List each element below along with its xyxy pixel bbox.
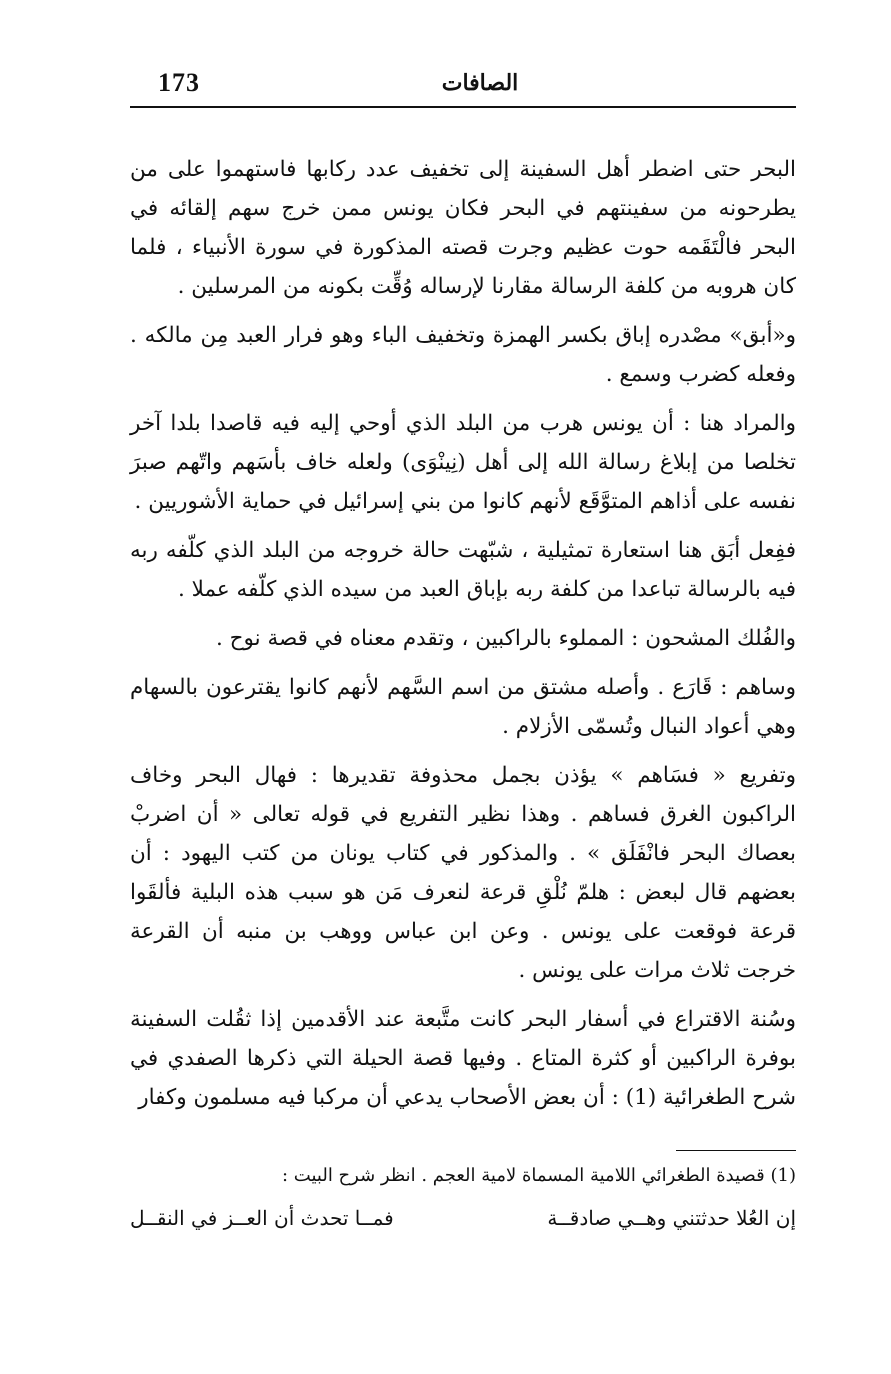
paragraph-3: والمراد هنا : أن يونس هرب من البلد الذي أوحي إليه فيه قاصدا بلدا آخر تخلصا من إبلاغ رسالة الله إلى أهل (نِينْوَى) ولعله خاف بأسَهم واتّهم صبرَ نفسه على أذاهم المتوَّقَع لأنهم كانوا من بني إسرائيل في حماية الأشوريين . bbox=[130, 411, 796, 514]
page-number: 173 bbox=[158, 68, 200, 97]
paragraph-5: والفُلك المشحون : المملوء بالراكبين ، وتقدم معناه في قصة نوح . bbox=[216, 626, 796, 651]
poetry-verse bbox=[130, 1206, 796, 1246]
verse-second-hemistich: فمــا تحدث أن العــز في النقــل bbox=[130, 1206, 394, 1230]
page-header bbox=[130, 62, 796, 104]
running-title: الصافات bbox=[441, 70, 519, 96]
paragraph-4: ففِعل أبَق هنا استعارة تمثيلية ، شبّهت حالة خروجه من البلد الذي كلّفه ربه فيه بالرسالة تباعدا من كلفة ربه بإباق العبد من سيده الذي كلّفه عملا . bbox=[130, 538, 796, 602]
main-text bbox=[130, 150, 796, 1127]
header-rule bbox=[130, 106, 796, 108]
paragraph-2: و«أبق» مصْدره إباق بكسر الهمزة وتخفيف الباء وهو فرار العبد مِن مالكه . وفعله كضرب وسمع . bbox=[130, 323, 796, 387]
paragraph-6: وساهم : قَارَع . وأصله مشتق من اسم السَّهم لأنهم كانوا يقترعون بالسهام وهي أعواد النبال وتُسمّى الأزلام . bbox=[130, 675, 796, 739]
verse-first-hemistich: إن العُلا حدثتني وهــي صادقــة bbox=[547, 1206, 796, 1230]
paragraph-8: وسُنة الاقتراع في أسفار البحر كانت متَّبعة عند الأقدمين إذا ثقُلت السفينة بوفرة الراكبين أو كثرة المتاع . وفيها قصة الحيلة التي ذكرها الصفدي في شرح الطغرائية (1) : أن بعض الأصحاب يدعي أن مركبا فيه مسلمون وكفار bbox=[130, 1007, 796, 1110]
paragraph-1: البحر حتى اضطر أهل السفينة إلى تخفيف عدد ركابها فاستهموا على من يطرحونه من سفينتهم في البحر فكان يونس ممن خرج سهم إلقائه في البحر فالْتَقَمه حوت عظيم وجرت قصته المذكورة في سورة الأنبياء ، فلما كان هروبه من كلفة الرسالة مقارنا لإرساله وُقِّت بكونه من المرسلين . bbox=[130, 157, 796, 299]
paragraph-7: وتفريع « فسَاهم » يؤذن بجمل محذوفة تقديرها : فهال البحر وخاف الراكبون الغرق فساهم . وهذا نظير التفريع في قوله تعالى « أن اضربْ بعصاك البحر فانْفَلَق » . والمذكور في كتاب يونان من كتب اليهود : أن بعضهم قال لبعض : هلمّ نُلْقِ قرعة لنعرف مَن هو سبب هذه البلية فألقَوا قرعة فوقعت على يونس . وعن ابن عباس ووهب بن منبه أن القرعة خرجت ثلاث مرات على يونس . bbox=[130, 763, 796, 983]
footnote-rule bbox=[676, 1150, 796, 1151]
footnote: (1) قصيدة الطغرائي اللامية المسماة لامية العجم . انظر شرح البيت : bbox=[282, 1165, 796, 1186]
